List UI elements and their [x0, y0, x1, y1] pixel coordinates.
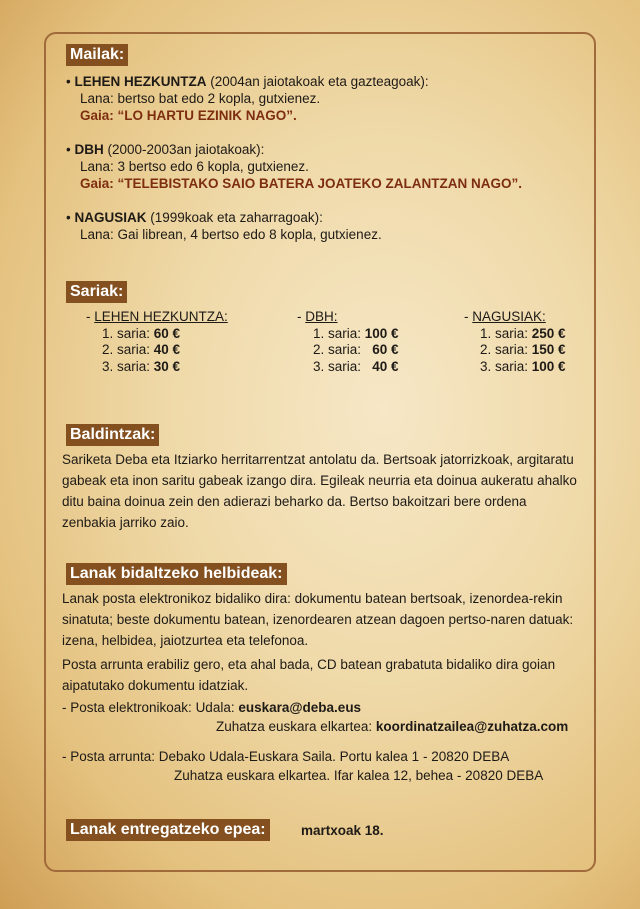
level-gaia: Gaia: “TELEBISTAKO SAIO BATERA JOATEKO ZALANTZAN NAGO”.	[80, 176, 523, 191]
level-lana: Lana: Gai librean, 4 bertso edo 8 kopla, gutxienez.	[80, 227, 382, 242]
prize-column-title: NAGUSIAK:	[472, 309, 546, 324]
prize-column-nagusiak: - NAGUSIAK: 1. saria: 250 € 2. saria: 150 € 3. saria: 100 €	[464, 309, 566, 374]
prize-row: 2. saria: 150 €	[480, 342, 566, 357]
level-name: LEHEN HEZKUNTZA	[74, 74, 207, 89]
level-name: DBH	[74, 142, 104, 157]
prize-row: 1. saria: 100 €	[313, 325, 399, 341]
post-line-zuhatza: Zuhatza euskara elkartea. Ifar kalea 12, behea - 20820 DEBA	[174, 768, 544, 783]
section-heading-baldintzak: Baldintzak:	[66, 424, 159, 446]
section-heading-mailak: Mailak:	[66, 44, 128, 66]
level-dbh: • DBH (2000-2003an jaiotakoak):	[66, 142, 265, 157]
prize-row: 3. saria: 40 €	[313, 358, 399, 374]
prize-column-lehen-hezkuntza: - LEHEN HEZKUNTZA: 1. saria: 60 € 2. saria: 40 € 3. saria: 30 €	[86, 309, 228, 374]
post-line-udala: - Posta arrunta: Debako Udala-Euskara Saila. Portu kalea 1 - 20820 DEBA	[62, 749, 510, 764]
prize-row: 1. saria: 60 €	[102, 325, 181, 341]
section-heading-sariak: Sariak:	[66, 281, 127, 303]
level-lana: Lana: bertso bat edo 2 kopla, gutxienez.	[80, 91, 321, 106]
email-line-udala: - Posta elektronikoak: Udala: euskara@deba.eus	[62, 700, 362, 715]
prize-row: 3. saria: 30 €	[102, 358, 181, 374]
level-gaia: Gaia: “LO HARTU EZINIK NAGO”.	[80, 108, 297, 123]
level-name: NAGUSIAK	[74, 210, 147, 225]
conditions-text: Sariketa Deba eta Itziarko herritarrentzat antolatu da. Bertsoak jatorrizkoak, argitaratu gabeak eta inon saritu gabeak izango dira. Egileak neurria eta doinua aukeratu ahalko ditu baina doinua zein den adierazi beharko da. Bertso bakoitzari bere ordena zenbakia jarriko zaio.	[62, 452, 577, 530]
prize-row: 1. saria: 250 €	[480, 325, 566, 341]
email-line-zuhatza: Zuhatza euskara elkartea: koordinatzailea@zuhatza.com	[216, 719, 569, 734]
level-desc: (2004an jaiotakoak eta gazteagoak):	[206, 74, 429, 89]
level-nagusiak: • NAGUSIAK (1999koak eta zaharragoak):	[66, 210, 323, 225]
prize-row: 2. saria: 40 €	[102, 342, 181, 357]
level-lehen-hezkuntza: • LEHEN HEZKUNTZA (2004an jaiotakoak eta gazteagoak):	[66, 74, 429, 89]
email-zuhatza-link[interactable]: koordinatzailea@zuhatza.com	[375, 719, 569, 734]
section-heading-helbideak: Lanak bidaltzeko helbideak:	[66, 563, 287, 585]
level-desc: (1999koak eta zaharragoak):	[146, 210, 323, 225]
submission-post-text: Posta arrunta erabiliz gero, eta ahal bada, CD batean grabatuta bidaliko dira goian aipatutako dokumentu idatziak.	[62, 657, 556, 693]
section-heading-epea: Lanak entregatzeko epea:	[66, 819, 270, 841]
prize-column-dbh: - DBH: 1. saria: 100 € 2. saria: 60 € 3. saria: 40 €	[297, 309, 399, 374]
prize-column-title: DBH:	[305, 309, 338, 324]
level-lana: Lana: 3 bertso edo 6 kopla, gutxienez.	[80, 159, 309, 174]
deadline-value: martxoak 18.	[301, 823, 384, 838]
submission-email-text: Lanak posta elektronikoz bidaliko dira: dokumentu batean bertsoak, izenordea-rekin sinatuta; beste dokumentu batean, izenordearen atzean dagoen pertso-naren datuak: izena, helbidea, jaiotzurtea eta telefonoa.	[62, 591, 574, 648]
level-desc: (2000-2003an jaiotakoak):	[103, 142, 265, 157]
prize-row: 3. saria: 100 €	[480, 358, 566, 374]
prize-column-title: LEHEN HEZKUNTZA:	[94, 309, 228, 324]
prize-row: 2. saria: 60 €	[313, 342, 399, 357]
email-udala-link[interactable]: euskara@deba.eus	[238, 700, 362, 715]
